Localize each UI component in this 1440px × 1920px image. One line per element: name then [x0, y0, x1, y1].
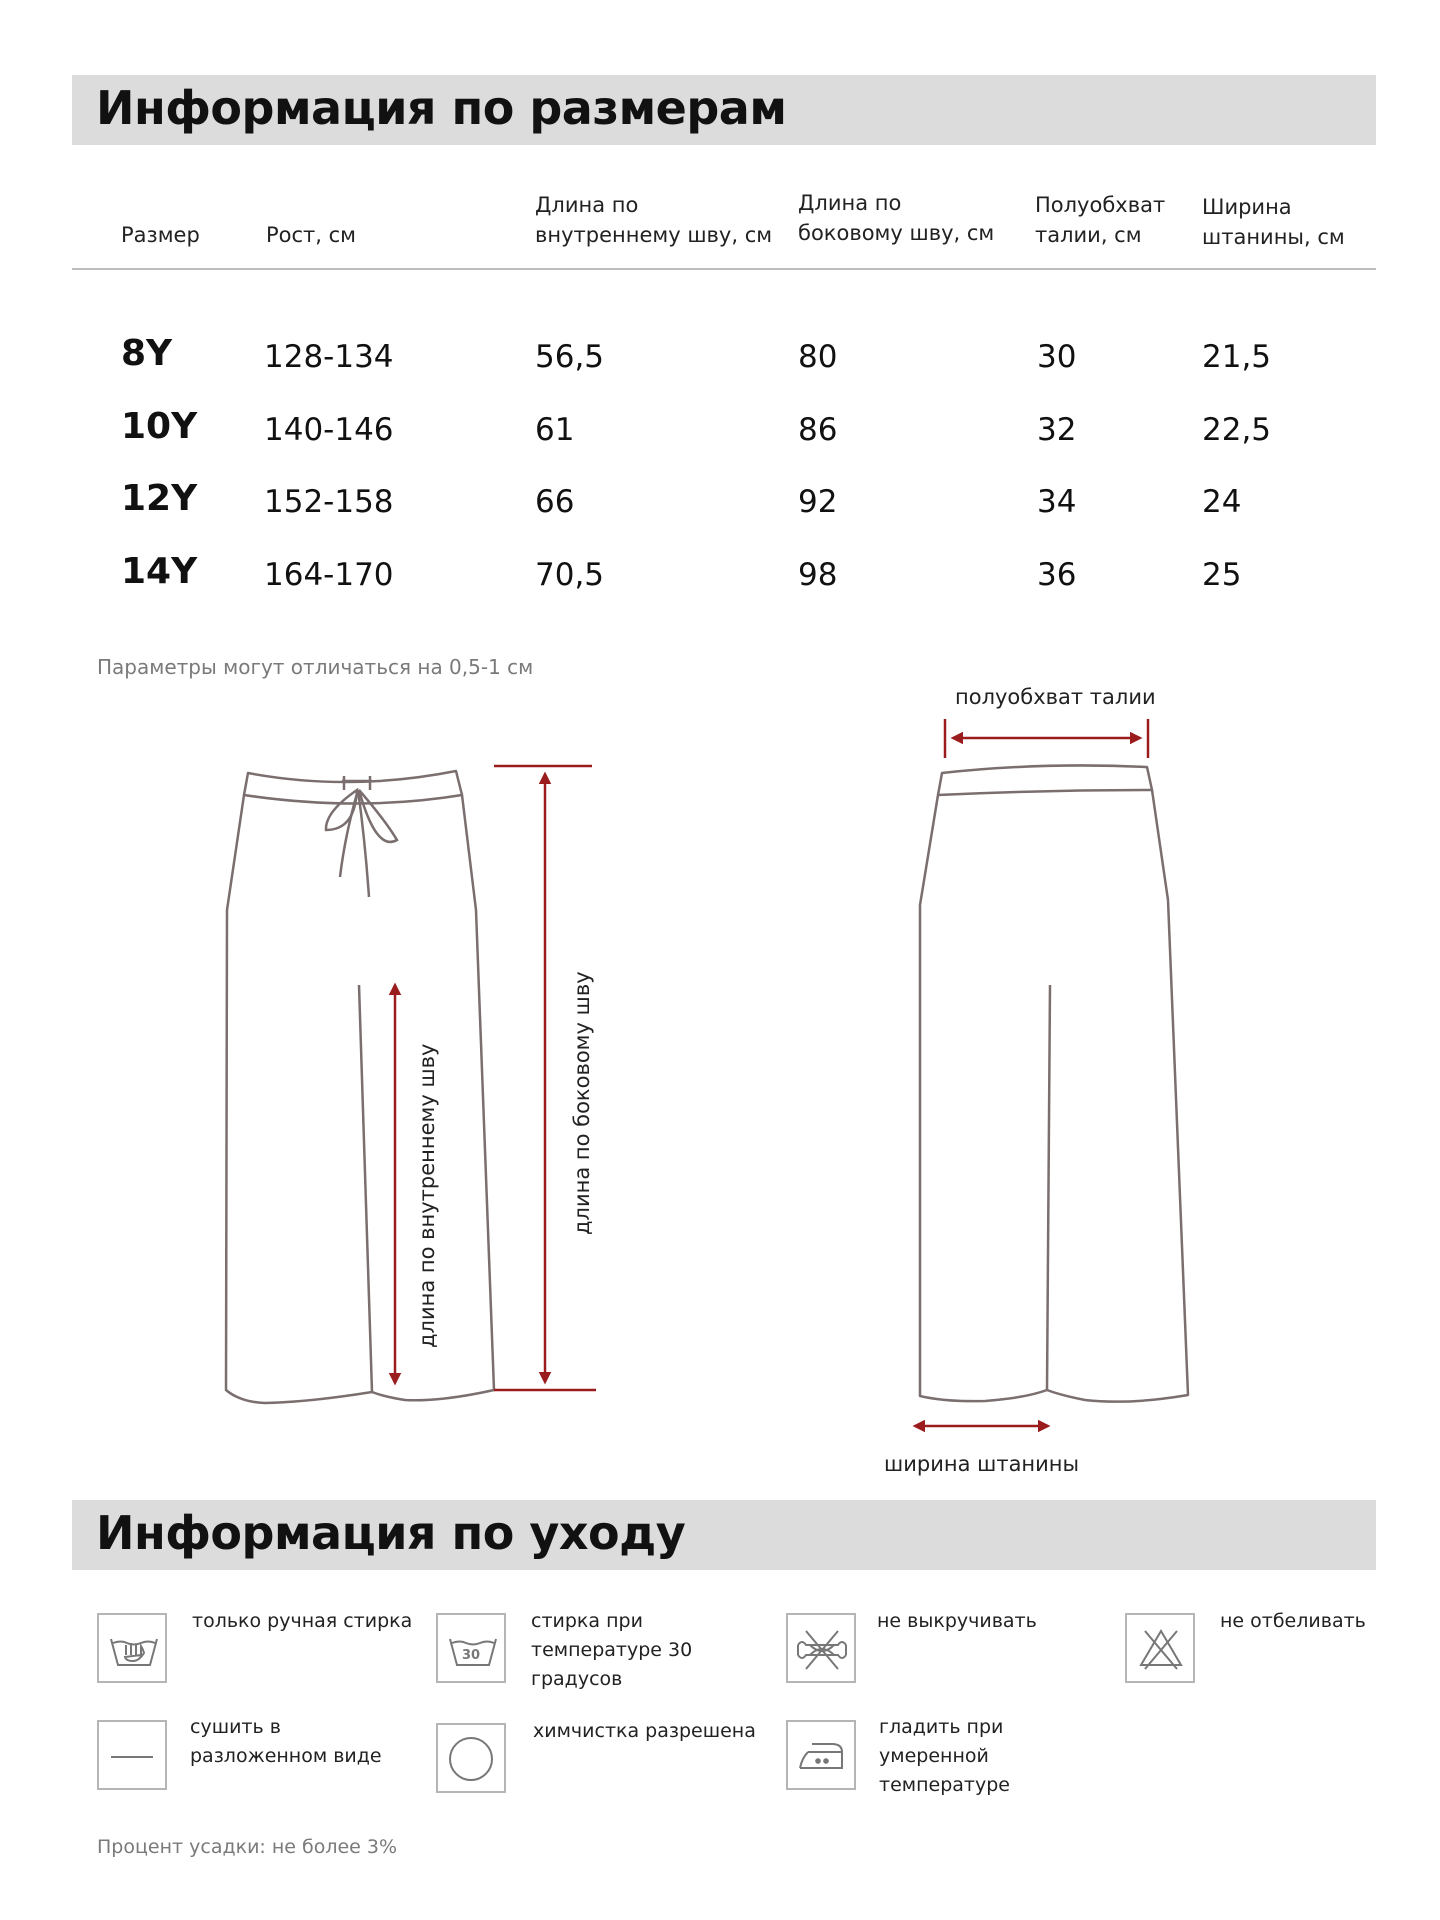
table-cell-waist: 34: [1037, 484, 1077, 520]
table-cell-leg-width: 22,5: [1202, 412, 1272, 448]
table-cell-side-seam: 92: [798, 484, 838, 520]
table-cell-side-seam: 86: [798, 412, 838, 448]
care-info-title: Информация по уходу: [96, 1506, 686, 1560]
wash-temperature-badge: 30: [461, 1648, 481, 1663]
header-waist: Полуобхват талии, см: [1035, 193, 1166, 247]
table-cell-height: 140-146: [264, 412, 394, 448]
table-cell-size: 8Y: [121, 333, 173, 374]
wash-30-icon: [436, 1613, 506, 1683]
table-cell-size: 10Y: [121, 406, 198, 447]
header-size: Размер: [121, 223, 200, 247]
front-pants-outline: [226, 771, 494, 1403]
table-cell-height: 164-170: [264, 557, 394, 593]
table-cell-waist: 32: [1037, 412, 1077, 448]
care-text: химчистка разрешена: [533, 1720, 756, 1742]
side-seam-label: длина по боковому шву: [570, 971, 594, 1235]
table-cell-height: 152-158: [264, 484, 394, 520]
care-text: стирка при температуре 30 градусов: [531, 1610, 693, 1690]
table-cell-waist: 30: [1037, 339, 1077, 375]
leg-width-label: ширина штанины: [884, 1452, 1080, 1476]
table-cell-side-seam: 80: [798, 339, 838, 375]
table-cell-inseam: 70,5: [535, 557, 605, 593]
size-note: Параметры могут отличаться на 0,5-1 см: [97, 655, 534, 679]
table-cell-inseam: 61: [535, 412, 575, 448]
iron-medium-icon: [786, 1720, 856, 1790]
table-cell-height: 128-134: [264, 339, 394, 375]
care-info-banner: [72, 1500, 1376, 1570]
care-text: гладить при умеренной температуре: [879, 1716, 1010, 1796]
no-wring-icon: [786, 1613, 856, 1683]
care-text: не выкручивать: [877, 1610, 1037, 1632]
inseam-label: длина по внутреннему шву: [415, 1043, 439, 1348]
table-cell-waist: 36: [1037, 557, 1077, 593]
table-cell-size: 14Y: [121, 551, 198, 592]
hand-wash-icon: [97, 1613, 167, 1683]
header-side-seam: Длина по боковому шву, см: [798, 191, 995, 245]
header-height: Рост, см: [266, 223, 357, 247]
size-info-title: Информация по размерам: [96, 81, 787, 135]
table-cell-leg-width: 24: [1202, 484, 1242, 520]
care-text: сушить в разложенном виде: [190, 1716, 382, 1767]
dry-flat-icon: [97, 1720, 167, 1790]
table-cell-inseam: 66: [535, 484, 575, 520]
waist-label: полуобхват талии: [955, 685, 1156, 709]
table-cell-side-seam: 98: [798, 557, 838, 593]
back-pants-outline: [920, 765, 1188, 1401]
header-inseam: Длина по внутреннему шву, см: [535, 193, 773, 247]
drawstring-icon: [326, 776, 397, 897]
header-leg-width: Ширина штанины, см: [1202, 195, 1345, 249]
waist-arrow: [945, 719, 1148, 758]
table-cell-size: 12Y: [121, 478, 198, 519]
care-text: только ручная стирка: [192, 1610, 413, 1632]
dry-clean-icon: [436, 1723, 506, 1793]
table-cell-leg-width: 21,5: [1202, 339, 1272, 375]
no-bleach-icon: [1125, 1613, 1195, 1683]
table-cell-leg-width: 25: [1202, 557, 1242, 593]
table-cell-inseam: 56,5: [535, 339, 605, 375]
care-text: не отбеливать: [1220, 1610, 1366, 1632]
shrinkage-note: Процент усадки: не более 3%: [97, 1836, 398, 1858]
